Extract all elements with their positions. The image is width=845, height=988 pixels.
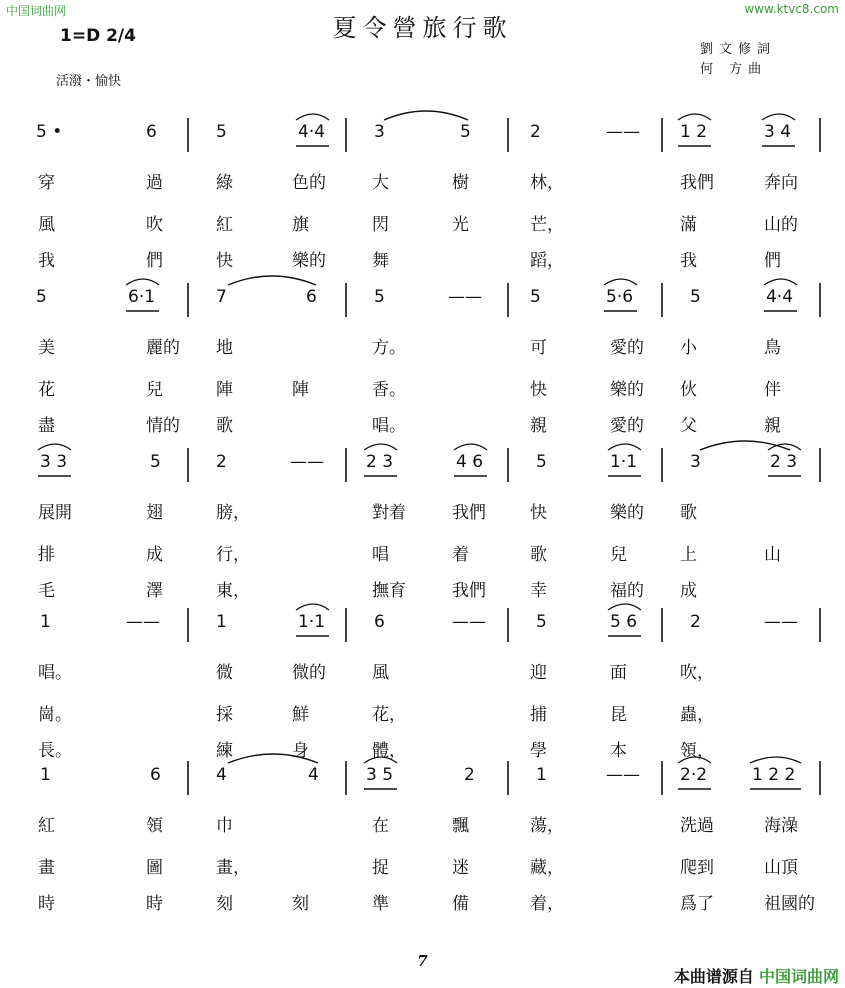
lyric-syllable: 紅 <box>38 816 55 836</box>
lyric-syllable: 時 <box>38 894 55 914</box>
note: —— <box>764 612 798 632</box>
slur-arc <box>126 279 159 285</box>
lyric-syllable: 紅 <box>216 215 233 235</box>
note: 5 <box>536 452 547 472</box>
lyric-syllable: 刻 <box>292 894 309 914</box>
lyric-syllable: 展開 <box>38 503 72 523</box>
note: 4·4 <box>298 122 326 142</box>
lyric-syllable: 圖 <box>146 858 163 878</box>
note: 6 <box>306 287 317 307</box>
tie-arc <box>384 111 468 120</box>
lyric-syllable: 愛的 <box>610 338 644 358</box>
lyric-syllable: 伴 <box>764 380 781 400</box>
lyric-syllable: 畫， <box>216 858 250 878</box>
slur-arc <box>764 279 797 285</box>
lyric-syllable: 成 <box>680 581 697 601</box>
note: 2 <box>690 612 701 632</box>
song-title: 夏令營旅行歌 <box>332 14 513 42</box>
note: 3 4 <box>764 122 792 142</box>
note: 5 6 <box>610 612 638 632</box>
lyric-syllable: 山的 <box>764 215 798 235</box>
lyric-syllable: 父 <box>680 416 697 436</box>
note: 4 6 <box>456 452 484 472</box>
lyric-syllable: 面 <box>610 663 627 683</box>
lyric-syllable: 崗。 <box>38 705 72 725</box>
lyric-syllable: 蹈， <box>530 251 564 271</box>
note: 5 <box>374 287 385 307</box>
lyric-syllable: 們 <box>146 251 163 271</box>
lyric-syllable: 行， <box>216 545 250 565</box>
key-signature: 1=D 2/4 <box>60 26 136 46</box>
tie-arc <box>700 441 790 450</box>
slur-arc <box>750 757 801 763</box>
note: 5 <box>216 122 227 142</box>
note: —— <box>448 287 482 307</box>
lyric-syllable: 香。 <box>372 380 406 400</box>
note: 1 <box>40 612 51 632</box>
lyric-syllable: 本 <box>610 741 627 761</box>
lyric-syllable: 迷 <box>452 858 469 878</box>
note: 5 <box>536 612 547 632</box>
tie-arc <box>228 276 316 285</box>
note: 2 <box>530 122 541 142</box>
lyric-syllable: 花， <box>372 705 406 725</box>
lyric-syllable: 快 <box>216 251 233 271</box>
lyric-syllable: 對着 <box>372 503 406 523</box>
lyric-syllable: 採 <box>216 705 233 725</box>
lyric-syllable: 澤 <box>146 581 163 601</box>
lyric-syllable: 鮮 <box>292 705 309 725</box>
lyric-syllable: 排 <box>38 545 55 565</box>
lyric-syllable: 準 <box>372 894 389 914</box>
lyric-syllable: 吹， <box>680 663 714 683</box>
note: 3 3 <box>40 452 68 472</box>
note: —— <box>606 765 640 785</box>
note: —— <box>126 612 160 632</box>
lyric-syllable: 在 <box>372 816 389 836</box>
lyric-syllable: 樂的 <box>610 503 644 523</box>
page-number: 7 <box>417 952 428 970</box>
lyric-syllable: 風 <box>38 215 55 235</box>
lyric-syllable: 奔向 <box>764 173 798 193</box>
lyric-syllable: 盡 <box>38 416 55 436</box>
slur-arc <box>762 114 795 120</box>
lyric-syllable: 過 <box>146 173 163 193</box>
slur-arc <box>604 279 637 285</box>
lyric-syllable: 毛 <box>38 581 55 601</box>
tempo-marking: 活潑・愉快 <box>56 74 122 89</box>
lyric-syllable: 撫育 <box>372 581 406 601</box>
lyric-syllable: 巾 <box>216 816 233 836</box>
lyric-syllable: 幸 <box>530 581 547 601</box>
lyric-syllable: 愛的 <box>610 416 644 436</box>
note: —— <box>452 612 486 632</box>
lyric-syllable: 山頂 <box>764 858 798 878</box>
lyric-syllable: 舞 <box>372 251 389 271</box>
lyric-syllable: 穿 <box>38 173 55 193</box>
lyric-syllable: 花 <box>38 380 55 400</box>
note: 5 <box>36 287 47 307</box>
note: 3 <box>374 122 385 142</box>
lyric-syllable: 樂的 <box>610 380 644 400</box>
composer-credit: 何 方曲 <box>700 62 768 77</box>
slur-arc <box>296 114 329 120</box>
lyric-syllable: 體， <box>372 741 406 761</box>
lyric-syllable: 快 <box>530 380 547 400</box>
lyric-syllable: 兒 <box>610 545 627 565</box>
slur-arc <box>768 444 801 450</box>
lyric-syllable: 福的 <box>610 581 644 601</box>
lyric-syllable: 唱。 <box>38 663 72 683</box>
lyric-syllable: 着 <box>452 545 469 565</box>
lyric-syllable: 領 <box>146 816 163 836</box>
slur-arc <box>296 604 329 610</box>
lyric-syllable: 親 <box>530 416 547 436</box>
lyric-syllable: 閃 <box>372 215 389 235</box>
slur-arc <box>454 444 487 450</box>
slur-arc <box>608 444 641 450</box>
lyric-syllable: 吹 <box>146 215 163 235</box>
note: 2 <box>464 765 475 785</box>
lyric-syllable: 領， <box>680 741 714 761</box>
lyric-syllable: 畫 <box>38 858 55 878</box>
lyric-syllable: 光 <box>452 215 469 235</box>
note: 1 2 2 <box>752 765 796 785</box>
lyric-syllable: 情的 <box>146 416 180 436</box>
lyric-syllable: 我們 <box>452 503 486 523</box>
lyric-syllable: 色的 <box>292 173 326 193</box>
lyric-syllable: 林， <box>530 173 564 193</box>
lyric-syllable: 鳥 <box>764 338 781 358</box>
note: 2 3 <box>366 452 394 472</box>
lyric-syllable: 我們 <box>452 581 486 601</box>
lyric-syllable: 海澡 <box>764 816 798 836</box>
slur-arc <box>678 114 711 120</box>
lyric-syllable: 學 <box>530 741 547 761</box>
lyric-syllable: 可 <box>530 338 547 358</box>
lyric-syllable: 飄 <box>452 816 469 836</box>
lyric-syllable: 微的 <box>292 663 326 683</box>
note: 3 <box>690 452 701 472</box>
lyric-syllable: 大 <box>372 173 389 193</box>
note: 6 <box>374 612 385 632</box>
lyric-syllable: 成 <box>146 545 163 565</box>
lyric-syllable: 我 <box>38 251 55 271</box>
lyric-syllable: 爬到 <box>680 858 714 878</box>
lyric-syllable: 麗的 <box>146 338 180 358</box>
lyric-syllable: 蕩， <box>530 816 564 836</box>
lyric-syllable: 備 <box>452 894 469 914</box>
lyric-syllable: 樂的 <box>292 251 326 271</box>
slur-arc <box>608 604 641 610</box>
note: 1 <box>216 612 227 632</box>
note: 5 <box>530 287 541 307</box>
lyric-syllable: 上 <box>680 545 697 565</box>
lyric-syllable: 滿 <box>680 215 697 235</box>
lyric-syllable: 美 <box>38 338 55 358</box>
lyric-syllable: 藏， <box>530 858 564 878</box>
footer-label: 本曲谱源自 <box>673 967 754 986</box>
note: 4 <box>308 765 319 785</box>
lyric-syllable: 親 <box>764 416 781 436</box>
note: 2·2 <box>680 765 708 785</box>
lyric-syllable: 們 <box>764 251 781 271</box>
lyric-syllable: 風 <box>372 663 389 683</box>
lyric-syllable: 樹 <box>452 173 469 193</box>
lyric-syllable: 歌 <box>680 503 697 523</box>
lyric-syllable: 兒 <box>146 380 163 400</box>
lyric-syllable: 唱。 <box>372 416 406 436</box>
lyric-syllable: 爲了 <box>680 894 714 914</box>
watermark-right: www.ktvc8.com <box>744 2 839 16</box>
note: 1 2 <box>680 122 708 142</box>
note: 3 5 <box>366 765 394 785</box>
note: 7 <box>216 287 227 307</box>
note: 1·1 <box>610 452 638 472</box>
lyric-syllable: 我們 <box>680 173 714 193</box>
lyric-syllable: 昆 <box>610 705 627 725</box>
lyric-syllable: 捉 <box>372 858 389 878</box>
watermark-left: 中国词曲网 <box>6 4 67 18</box>
lyric-syllable: 蟲， <box>680 705 714 725</box>
slur-arc <box>38 444 71 450</box>
lyric-syllable: 歌 <box>216 416 233 436</box>
lyric-syllable: 身 <box>292 741 309 761</box>
note: 6 <box>146 122 157 142</box>
lyric-syllable: 翅 <box>146 503 163 523</box>
lyric-syllable: 捕 <box>530 705 547 725</box>
note: 5 • <box>36 122 63 142</box>
lyric-syllable: 微 <box>216 663 233 683</box>
note: 4·4 <box>766 287 794 307</box>
lyric-syllable: 膀， <box>216 503 250 523</box>
lyric-syllable: 陣 <box>292 380 309 400</box>
lyric-syllable: 歌 <box>530 545 547 565</box>
lyric-syllable: 時 <box>146 894 163 914</box>
lyric-syllable: 芒， <box>530 215 564 235</box>
note: 1 <box>40 765 51 785</box>
note: 6 <box>150 765 161 785</box>
lyric-syllable: 唱 <box>372 545 389 565</box>
lyric-syllable: 洗過 <box>680 816 714 836</box>
lyric-syllable: 祖國的 <box>764 894 815 914</box>
note: 6·1 <box>128 287 156 307</box>
note: 5·6 <box>606 287 634 307</box>
lyric-syllable: 着， <box>530 894 564 914</box>
lyric-syllable: 我 <box>680 251 697 271</box>
note: 4 <box>216 765 227 785</box>
footer-source <box>674 964 839 987</box>
note: 5 <box>150 452 161 472</box>
lyric-syllable: 綠 <box>216 173 233 193</box>
lyric-syllable: 快 <box>530 503 547 523</box>
lyric-syllable: 小 <box>680 338 697 358</box>
note: 5 <box>690 287 701 307</box>
footer-site-link[interactable]: 中国词曲网 <box>758 967 839 986</box>
note: —— <box>606 122 640 142</box>
lyric-syllable: 刻 <box>216 894 233 914</box>
lyric-syllable: 旗 <box>292 215 309 235</box>
lyric-syllable: 長。 <box>38 741 72 761</box>
note: 2 3 <box>770 452 798 472</box>
lyric-syllable: 伙 <box>680 380 697 400</box>
note: 5 <box>460 122 471 142</box>
lyric-syllable: 方。 <box>372 338 406 358</box>
lyric-syllable: 陣 <box>216 380 233 400</box>
note: —— <box>290 452 324 472</box>
lyric-syllable: 地 <box>216 338 233 358</box>
note: 2 <box>216 452 227 472</box>
lyric-syllable: 練 <box>216 741 233 761</box>
slur-arc <box>364 444 397 450</box>
note: 1 <box>536 765 547 785</box>
lyricist-credit: 劉文修詞 <box>700 42 777 57</box>
lyric-syllable: 東， <box>216 581 250 601</box>
lyric-syllable: 山 <box>764 545 781 565</box>
lyric-syllable: 迎 <box>530 663 547 683</box>
note: 1·1 <box>298 612 326 632</box>
